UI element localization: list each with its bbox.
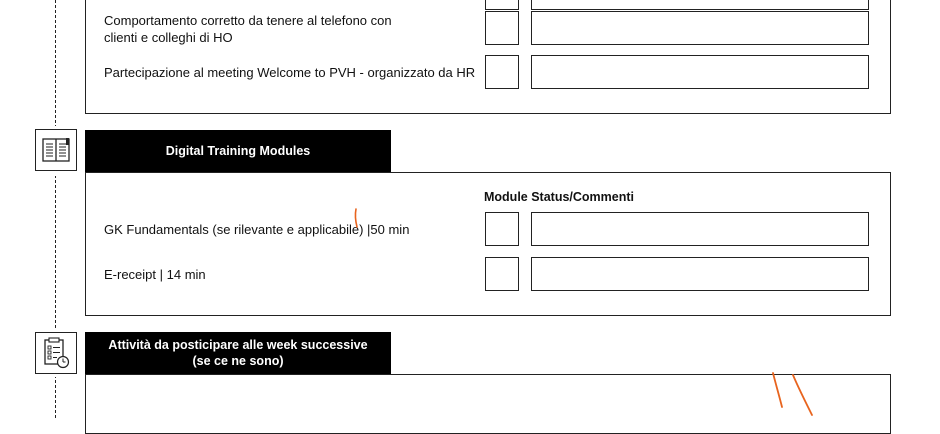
checklist-clock-icon [41, 337, 71, 369]
checklist-clock-icon-frame [35, 332, 77, 374]
module-label: GK Fundamentals (se rilevante e applicabile) |50 min [104, 222, 410, 237]
comment-field[interactable] [531, 257, 869, 291]
comment-field[interactable] [531, 0, 869, 10]
status-checkbox[interactable] [485, 11, 519, 45]
task-label: Partecipazione al meeting Welcome to PVH - organizzato da HR [104, 65, 476, 80]
comment-field[interactable] [531, 212, 869, 246]
section-header-postponed-activities: Attività da posticipare alle week successive (se ce ne sono) [85, 332, 391, 374]
status-checkbox[interactable] [485, 55, 519, 89]
book-icon [40, 136, 72, 164]
module-label: E-receipt | 14 min [104, 267, 206, 282]
book-icon-frame [35, 129, 77, 171]
section-header-digital-training: Digital Training Modules [85, 130, 391, 172]
section-postponed-activities-box [85, 374, 891, 434]
module-status-heading: Module Status/Commenti [484, 190, 635, 204]
status-checkbox[interactable] [485, 257, 519, 291]
status-checkbox[interactable] [485, 212, 519, 246]
comment-field[interactable] [531, 11, 869, 45]
comment-field[interactable] [531, 55, 869, 89]
task-label: Comportamento corretto da tenere al telefono con clienti e colleghi di HO [104, 13, 392, 45]
status-checkbox[interactable] [485, 0, 519, 10]
